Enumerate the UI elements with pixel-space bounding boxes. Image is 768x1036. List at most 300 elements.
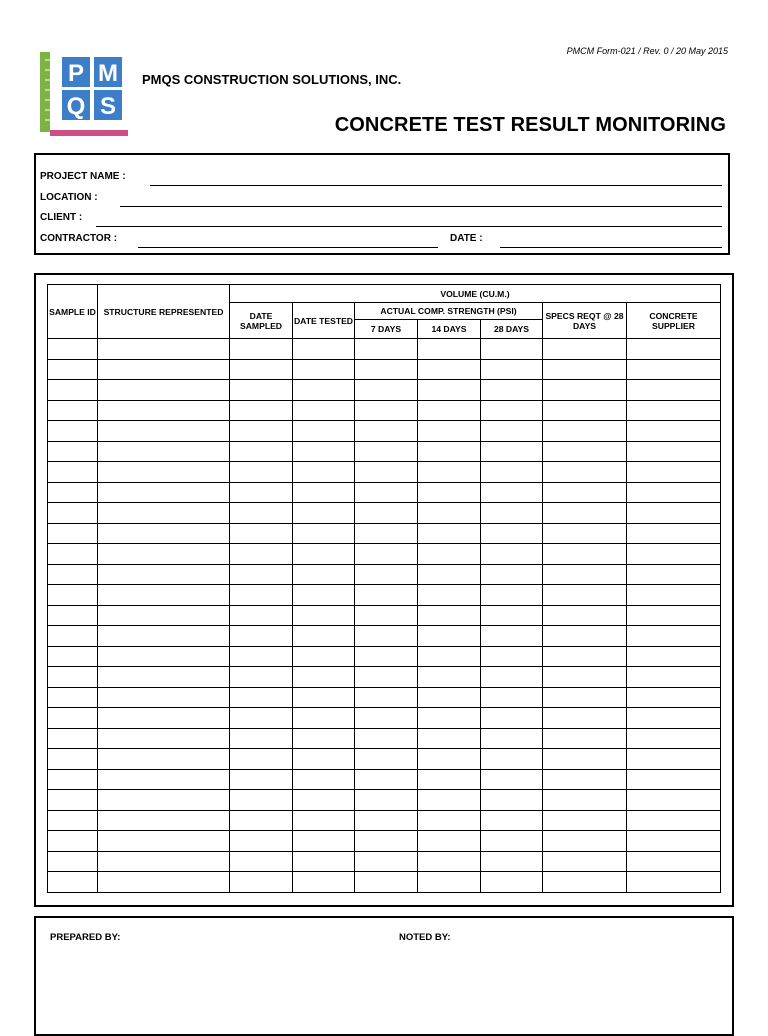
table-cell[interactable] — [230, 503, 293, 524]
table-cell[interactable] — [98, 421, 230, 442]
table-cell[interactable] — [48, 421, 98, 442]
table-cell[interactable] — [48, 564, 98, 585]
table-cell[interactable] — [355, 708, 418, 729]
table-cell[interactable] — [543, 482, 627, 503]
table-body — [48, 339, 721, 893]
table-cell[interactable] — [418, 564, 481, 585]
table-cell[interactable] — [230, 523, 293, 544]
table-cell[interactable] — [293, 872, 355, 893]
table-cell[interactable] — [543, 810, 627, 831]
table-cell[interactable] — [293, 523, 355, 544]
location-field[interactable] — [120, 206, 722, 207]
table-cell[interactable] — [98, 441, 230, 462]
table-cell[interactable] — [355, 441, 418, 462]
table-row — [48, 544, 721, 565]
table-cell[interactable] — [418, 831, 481, 852]
table-row — [48, 564, 721, 585]
table-cell[interactable] — [418, 421, 481, 442]
table-cell[interactable] — [418, 687, 481, 708]
table-cell[interactable] — [98, 380, 230, 401]
table-row — [48, 646, 721, 667]
table-cell[interactable] — [48, 646, 98, 667]
table-cell[interactable] — [230, 585, 293, 606]
table-cell[interactable] — [418, 790, 481, 811]
table-cell[interactable] — [418, 872, 481, 893]
table-cell[interactable] — [293, 564, 355, 585]
table-cell[interactable] — [98, 626, 230, 647]
table-cell[interactable] — [293, 626, 355, 647]
table-cell[interactable] — [48, 728, 98, 749]
table-cell[interactable] — [98, 564, 230, 585]
header-date-sampled: DATE SAMPLED — [230, 303, 293, 339]
noted-by-label: NOTED BY: — [399, 932, 451, 943]
table-cell[interactable] — [293, 769, 355, 790]
table-cell[interactable] — [98, 872, 230, 893]
table-cell[interactable] — [230, 708, 293, 729]
table-cell[interactable] — [230, 749, 293, 770]
company-logo — [40, 52, 128, 138]
table-cell[interactable] — [48, 339, 98, 360]
table-cell[interactable] — [543, 728, 627, 749]
table-cell[interactable] — [627, 667, 721, 688]
table-cell[interactable] — [230, 380, 293, 401]
table-cell[interactable] — [418, 810, 481, 831]
table-cell[interactable] — [355, 544, 418, 565]
table-cell[interactable] — [355, 851, 418, 872]
table-cell[interactable] — [543, 646, 627, 667]
table-cell[interactable] — [48, 462, 98, 483]
table-cell[interactable] — [98, 544, 230, 565]
table-cell[interactable] — [418, 523, 481, 544]
table-cell[interactable] — [230, 851, 293, 872]
table-cell[interactable] — [543, 380, 627, 401]
project-info-section — [34, 153, 730, 255]
test-results-section — [34, 273, 734, 907]
table-cell[interactable] — [355, 564, 418, 585]
table-cell[interactable] — [355, 728, 418, 749]
table-cell[interactable] — [293, 749, 355, 770]
client-label: CLIENT : — [40, 212, 83, 223]
table-cell[interactable] — [230, 544, 293, 565]
test-results-table — [47, 284, 721, 893]
table-cell[interactable] — [48, 503, 98, 524]
table-cell[interactable] — [98, 482, 230, 503]
table-cell[interactable] — [48, 605, 98, 626]
table-cell[interactable] — [627, 544, 721, 565]
table-cell[interactable] — [543, 400, 627, 421]
header-supplier: CONCRETE SUPPLIER — [627, 303, 721, 339]
table-cell[interactable] — [627, 851, 721, 872]
table-cell[interactable] — [481, 687, 543, 708]
table-row — [48, 728, 721, 749]
table-cell[interactable] — [48, 687, 98, 708]
table-cell[interactable] — [293, 359, 355, 380]
table-cell[interactable] — [230, 872, 293, 893]
prepared-by-label: PREPARED BY: — [50, 932, 121, 943]
table-cell[interactable] — [481, 462, 543, 483]
table-cell[interactable] — [418, 359, 481, 380]
table-cell[interactable] — [481, 359, 543, 380]
table-cell[interactable] — [481, 544, 543, 565]
table-cell[interactable] — [627, 687, 721, 708]
table-cell[interactable] — [543, 564, 627, 585]
table-cell[interactable] — [481, 585, 543, 606]
table-cell[interactable] — [293, 421, 355, 442]
signatures-section — [34, 916, 734, 1036]
table-cell[interactable] — [48, 544, 98, 565]
table-cell[interactable] — [98, 851, 230, 872]
table-cell[interactable] — [627, 482, 721, 503]
table-cell[interactable] — [355, 810, 418, 831]
header-28-days: 28 DAYS — [481, 320, 543, 339]
table-cell[interactable] — [293, 585, 355, 606]
header-actual-strength: ACTUAL COMP. STRENGTH (PSI) — [355, 303, 543, 320]
table-cell[interactable] — [481, 482, 543, 503]
table-cell[interactable] — [355, 605, 418, 626]
table-cell[interactable] — [98, 728, 230, 749]
table-cell[interactable] — [355, 749, 418, 770]
table-cell[interactable] — [627, 585, 721, 606]
table-cell[interactable] — [98, 831, 230, 852]
table-row — [48, 872, 721, 893]
table-cell[interactable] — [481, 790, 543, 811]
project-name-label: PROJECT NAME : — [40, 171, 126, 182]
table-row — [48, 708, 721, 729]
client-field[interactable] — [96, 226, 722, 227]
table-cell[interactable] — [293, 462, 355, 483]
table-cell[interactable] — [230, 646, 293, 667]
table-cell[interactable] — [543, 421, 627, 442]
table-cell[interactable] — [355, 769, 418, 790]
table-cell[interactable] — [481, 851, 543, 872]
table-cell[interactable] — [627, 749, 721, 770]
table-cell[interactable] — [293, 441, 355, 462]
table-cell[interactable] — [418, 626, 481, 647]
table-row — [48, 790, 721, 811]
table-cell[interactable] — [355, 831, 418, 852]
table-cell[interactable] — [543, 667, 627, 688]
table-cell[interactable] — [98, 667, 230, 688]
svg-text:P: P — [67, 60, 85, 87]
table-cell[interactable] — [355, 626, 418, 647]
table-cell[interactable] — [98, 810, 230, 831]
table-cell[interactable] — [543, 851, 627, 872]
table-cell[interactable] — [230, 441, 293, 462]
table-cell[interactable] — [98, 359, 230, 380]
table-cell[interactable] — [418, 544, 481, 565]
table-cell[interactable] — [355, 482, 418, 503]
table-cell[interactable] — [627, 400, 721, 421]
table-cell[interactable] — [418, 339, 481, 360]
table-cell[interactable] — [418, 462, 481, 483]
table-row — [48, 667, 721, 688]
table-cell[interactable] — [627, 872, 721, 893]
table-cell[interactable] — [481, 810, 543, 831]
table-row — [48, 585, 721, 606]
table-cell[interactable] — [355, 667, 418, 688]
table-cell[interactable] — [48, 831, 98, 852]
table-cell[interactable] — [543, 605, 627, 626]
table-cell[interactable] — [481, 441, 543, 462]
table-cell[interactable] — [627, 646, 721, 667]
table-cell[interactable] — [230, 339, 293, 360]
table-cell[interactable] — [98, 462, 230, 483]
table-cell[interactable] — [293, 851, 355, 872]
table-cell[interactable] — [481, 831, 543, 852]
table-cell[interactable] — [481, 380, 543, 401]
table-cell[interactable] — [48, 441, 98, 462]
table-cell[interactable] — [98, 687, 230, 708]
table-cell[interactable] — [418, 851, 481, 872]
table-cell[interactable] — [543, 708, 627, 729]
header-7-days: 7 DAYS — [355, 320, 418, 339]
table-cell[interactable] — [48, 851, 98, 872]
table-cell[interactable] — [627, 523, 721, 544]
form-code: PMCM Form-021 / Rev. 0 / 20 May 2015 — [566, 46, 728, 56]
location-label: LOCATION : — [40, 192, 98, 203]
table-cell[interactable] — [48, 769, 98, 790]
table-row — [48, 749, 721, 770]
table-cell[interactable] — [293, 831, 355, 852]
table-cell[interactable] — [48, 626, 98, 647]
table-cell[interactable] — [627, 380, 721, 401]
table-cell[interactable] — [98, 646, 230, 667]
table-row — [48, 626, 721, 647]
table-cell[interactable] — [481, 400, 543, 421]
table-row — [48, 769, 721, 790]
table-cell[interactable] — [355, 400, 418, 421]
table-cell[interactable] — [98, 790, 230, 811]
table-cell[interactable] — [543, 441, 627, 462]
table-cell[interactable] — [48, 667, 98, 688]
date-label: DATE : — [450, 233, 483, 244]
table-cell[interactable] — [293, 708, 355, 729]
table-cell[interactable] — [48, 749, 98, 770]
table-cell[interactable] — [481, 626, 543, 647]
table-cell[interactable] — [48, 523, 98, 544]
table-cell[interactable] — [355, 462, 418, 483]
table-row — [48, 380, 721, 401]
table-cell[interactable] — [481, 646, 543, 667]
table-cell[interactable] — [481, 708, 543, 729]
table-cell[interactable] — [230, 626, 293, 647]
table-cell[interactable] — [355, 359, 418, 380]
table-cell[interactable] — [48, 790, 98, 811]
table-cell[interactable] — [230, 810, 293, 831]
table-cell[interactable] — [418, 400, 481, 421]
table-cell[interactable] — [293, 687, 355, 708]
table-row — [48, 851, 721, 872]
table-cell[interactable] — [230, 421, 293, 442]
svg-text:Q: Q — [66, 93, 86, 120]
table-cell[interactable] — [481, 667, 543, 688]
table-cell[interactable] — [355, 503, 418, 524]
table-cell[interactable] — [418, 749, 481, 770]
table-row — [48, 441, 721, 462]
table-cell[interactable] — [355, 380, 418, 401]
table-cell[interactable] — [355, 421, 418, 442]
table-cell[interactable] — [543, 626, 627, 647]
table-cell[interactable] — [627, 810, 721, 831]
table-row — [48, 421, 721, 442]
table-cell[interactable] — [481, 339, 543, 360]
table-cell[interactable] — [481, 728, 543, 749]
table-cell[interactable] — [230, 667, 293, 688]
date-field[interactable] — [500, 247, 722, 248]
table-cell[interactable] — [543, 769, 627, 790]
table-cell[interactable] — [627, 503, 721, 524]
table-cell[interactable] — [543, 872, 627, 893]
svg-text:M: M — [98, 60, 118, 87]
header-volume: VOLUME (CU.M.) — [230, 285, 721, 303]
table-cell[interactable] — [355, 585, 418, 606]
table-cell[interactable] — [98, 605, 230, 626]
table-cell[interactable] — [293, 482, 355, 503]
table-cell[interactable] — [418, 646, 481, 667]
table-cell[interactable] — [481, 523, 543, 544]
table-cell[interactable] — [230, 564, 293, 585]
table-cell[interactable] — [98, 503, 230, 524]
table-cell[interactable] — [293, 667, 355, 688]
form-title: CONCRETE TEST RESULT MONITORING — [334, 114, 726, 136]
table-cell[interactable] — [230, 462, 293, 483]
table-cell[interactable] — [543, 359, 627, 380]
table-cell[interactable] — [543, 503, 627, 524]
table-cell[interactable] — [627, 831, 721, 852]
table-cell[interactable] — [627, 441, 721, 462]
table-cell[interactable] — [98, 339, 230, 360]
table-cell[interactable] — [627, 359, 721, 380]
table-cell[interactable] — [98, 585, 230, 606]
table-cell[interactable] — [543, 544, 627, 565]
table-cell[interactable] — [418, 503, 481, 524]
table-cell[interactable] — [543, 831, 627, 852]
table-cell[interactable] — [481, 503, 543, 524]
table-cell[interactable] — [293, 339, 355, 360]
table-cell[interactable] — [355, 339, 418, 360]
table-cell[interactable] — [627, 769, 721, 790]
table-cell[interactable] — [293, 605, 355, 626]
table-cell[interactable] — [293, 400, 355, 421]
table-cell[interactable] — [543, 687, 627, 708]
table-row — [48, 359, 721, 380]
table-cell[interactable] — [230, 687, 293, 708]
table-cell[interactable] — [230, 790, 293, 811]
table-cell[interactable] — [98, 708, 230, 729]
table-cell[interactable] — [230, 728, 293, 749]
table-cell[interactable] — [418, 667, 481, 688]
table-cell[interactable] — [418, 482, 481, 503]
table-cell[interactable] — [98, 400, 230, 421]
table-cell[interactable] — [418, 769, 481, 790]
table-cell[interactable] — [627, 564, 721, 585]
table-cell[interactable] — [230, 605, 293, 626]
table-cell[interactable] — [293, 728, 355, 749]
table-cell[interactable] — [48, 400, 98, 421]
project-name-field[interactable] — [150, 185, 722, 186]
table-cell[interactable] — [481, 749, 543, 770]
table-cell[interactable] — [543, 749, 627, 770]
table-cell[interactable] — [355, 646, 418, 667]
table-cell[interactable] — [48, 585, 98, 606]
table-row — [48, 810, 721, 831]
header-sample-id: SAMPLE ID — [48, 285, 98, 339]
table-cell[interactable] — [627, 728, 721, 749]
table-cell[interactable] — [230, 400, 293, 421]
table-cell[interactable] — [627, 462, 721, 483]
contractor-field[interactable] — [138, 247, 438, 248]
table-cell[interactable] — [355, 523, 418, 544]
company-name: PMQS CONSTRUCTION SOLUTIONS, INC. — [142, 72, 402, 87]
table-cell[interactable] — [418, 441, 481, 462]
table-row — [48, 462, 721, 483]
table-cell[interactable] — [543, 523, 627, 544]
table-cell[interactable] — [481, 872, 543, 893]
table-cell[interactable] — [355, 790, 418, 811]
table-cell[interactable] — [418, 728, 481, 749]
table-cell[interactable] — [481, 564, 543, 585]
table-row — [48, 503, 721, 524]
table-cell[interactable] — [293, 380, 355, 401]
table-cell[interactable] — [48, 482, 98, 503]
table-row — [48, 687, 721, 708]
table-cell[interactable] — [98, 523, 230, 544]
table-cell[interactable] — [48, 872, 98, 893]
table-cell[interactable] — [543, 462, 627, 483]
table-cell[interactable] — [418, 585, 481, 606]
table-cell[interactable] — [48, 708, 98, 729]
table-cell[interactable] — [355, 687, 418, 708]
table-cell[interactable] — [230, 482, 293, 503]
table-cell[interactable] — [293, 810, 355, 831]
table-cell[interactable] — [627, 605, 721, 626]
table-cell[interactable] — [627, 421, 721, 442]
table-cell[interactable] — [98, 749, 230, 770]
svg-text:S: S — [99, 93, 117, 120]
table-cell[interactable] — [230, 769, 293, 790]
table-cell[interactable] — [543, 585, 627, 606]
table-row — [48, 400, 721, 421]
table-row — [48, 605, 721, 626]
table-cell[interactable] — [481, 421, 543, 442]
table-cell[interactable] — [627, 708, 721, 729]
table-cell[interactable] — [230, 831, 293, 852]
table-cell[interactable] — [293, 790, 355, 811]
contractor-label: CONTRACTOR : — [40, 233, 118, 244]
table-cell[interactable] — [418, 380, 481, 401]
table-cell[interactable] — [543, 790, 627, 811]
header-14-days: 14 DAYS — [418, 320, 481, 339]
table-cell[interactable] — [293, 503, 355, 524]
table-row — [48, 482, 721, 503]
table-cell[interactable] — [627, 790, 721, 811]
table-cell[interactable] — [481, 605, 543, 626]
table-cell[interactable] — [543, 339, 627, 360]
table-cell[interactable] — [418, 708, 481, 729]
table-cell[interactable] — [48, 810, 98, 831]
table-cell[interactable] — [98, 769, 230, 790]
table-cell[interactable] — [627, 339, 721, 360]
table-cell[interactable] — [293, 646, 355, 667]
table-cell[interactable] — [627, 626, 721, 647]
table-cell[interactable] — [230, 359, 293, 380]
table-cell[interactable] — [293, 544, 355, 565]
table-cell[interactable] — [48, 359, 98, 380]
table-cell[interactable] — [48, 380, 98, 401]
table-cell[interactable] — [481, 769, 543, 790]
table-cell[interactable] — [418, 605, 481, 626]
table-cell[interactable] — [355, 872, 418, 893]
